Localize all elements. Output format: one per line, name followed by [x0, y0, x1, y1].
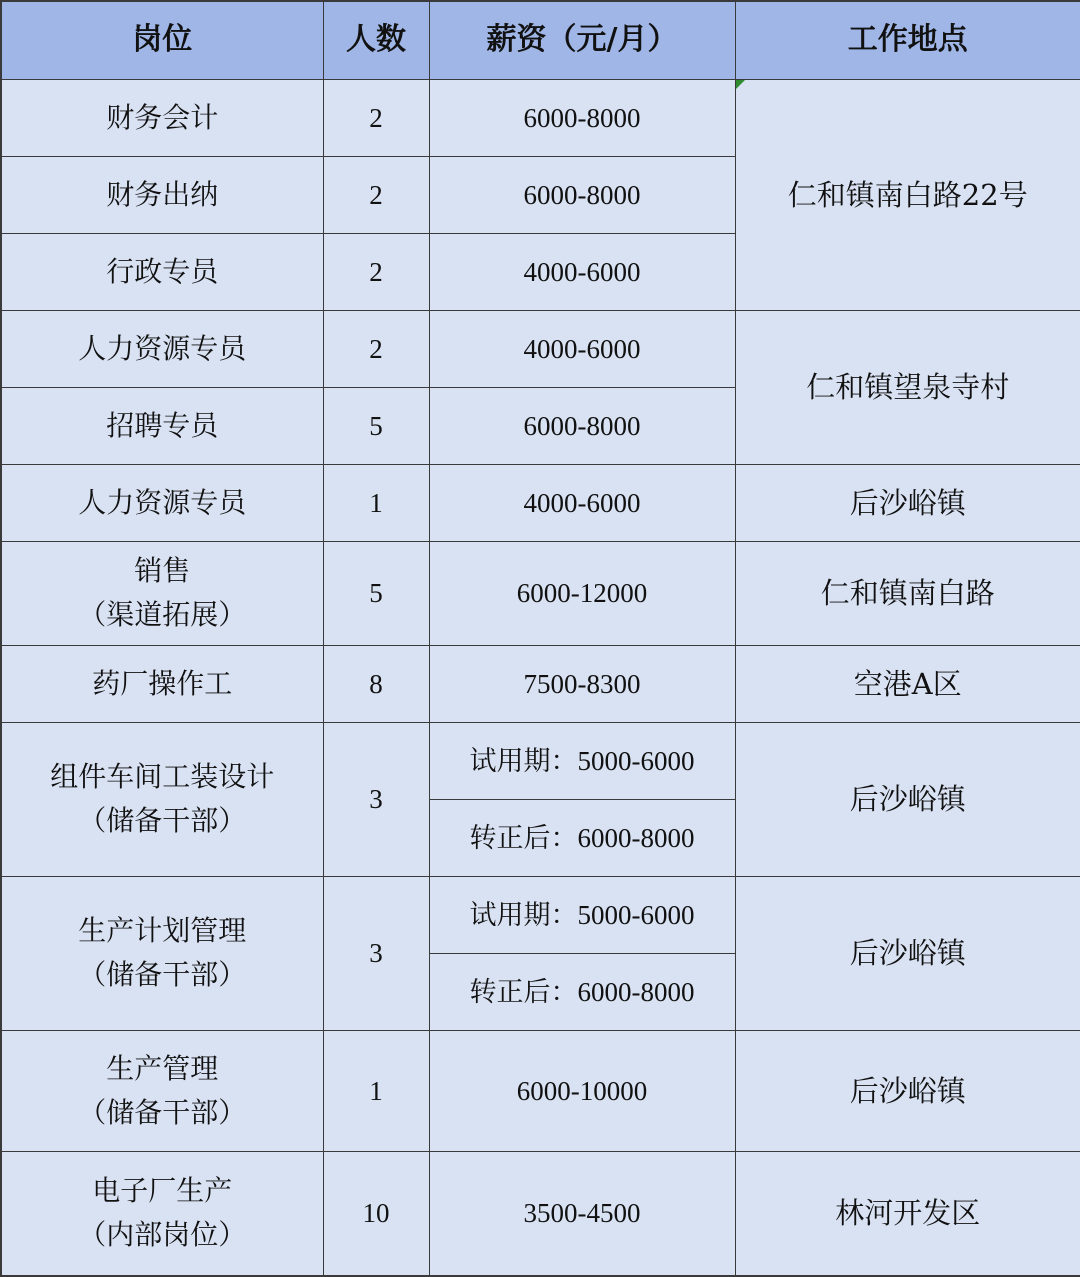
- position-cell: 药厂操作工: [1, 645, 323, 722]
- salary-regular-cell: 转正后：6000-8000: [429, 953, 735, 1030]
- salary-cell: 6000-8000: [429, 387, 735, 464]
- count-cell: 2: [323, 79, 429, 156]
- table-row: [1, 541, 1080, 645]
- position-note: （储备干部）: [78, 958, 247, 991]
- comment-marker-icon: [736, 80, 745, 89]
- position-cell: [1, 722, 323, 876]
- table-row: [1, 876, 1080, 953]
- location-text: 仁和镇南白路22号: [787, 177, 1028, 212]
- position-note: （内部岗位）: [78, 1218, 247, 1252]
- location-cell: 后沙峪镇: [735, 1030, 1080, 1151]
- position-title: 电子厂生产: [92, 1174, 233, 1208]
- salary-trial-cell: 试用期：5000-6000: [429, 876, 735, 953]
- location-cell: 林河开发区: [735, 1151, 1080, 1276]
- position-note: （储备干部）: [78, 1095, 247, 1129]
- position-note: （储备干部）: [78, 804, 247, 837]
- location-cell: 后沙峪镇: [735, 464, 1080, 541]
- header-position: 岗位: [1, 1, 323, 79]
- position-title: 生产计划管理: [78, 914, 247, 947]
- count-cell: 3: [323, 722, 429, 876]
- count-cell: 2: [323, 233, 429, 310]
- salary-cell: 3500-4500: [429, 1151, 735, 1276]
- position-title: 销售: [134, 554, 191, 587]
- count-cell: 1: [323, 1030, 429, 1151]
- salary-cell: 6000-8000: [429, 156, 735, 233]
- count-cell: 3: [323, 876, 429, 1030]
- table-row: [1, 310, 1080, 387]
- count-cell: 2: [323, 156, 429, 233]
- position-cell: 人力资源专员: [1, 464, 323, 541]
- salary-cell: 6000-8000: [429, 79, 735, 156]
- count-cell: 5: [323, 387, 429, 464]
- position-cell: 财务会计: [1, 79, 323, 156]
- location-cell: 后沙峪镇: [735, 722, 1080, 876]
- position-cell: [1, 1030, 323, 1151]
- location-cell: 仁和镇南白路: [735, 541, 1080, 645]
- header-salary: 薪资（元/月）: [429, 1, 735, 79]
- salary-cell: 4000-6000: [429, 310, 735, 387]
- header-location: 工作地点: [735, 1, 1080, 79]
- position-cell: [1, 541, 323, 645]
- location-cell: [735, 79, 1080, 310]
- table-row: [1, 722, 1080, 799]
- location-cell: 后沙峪镇: [735, 876, 1080, 1030]
- salary-regular-cell: 转正后：6000-8000: [429, 799, 735, 876]
- location-cell: 空港A区: [735, 645, 1080, 722]
- header-count: 人数: [323, 1, 429, 79]
- table-row: [1, 1030, 1080, 1151]
- salary-cell: 6000-10000: [429, 1030, 735, 1151]
- salary-cell: 7500-8300: [429, 645, 735, 722]
- salary-cell: 6000-12000: [429, 541, 735, 645]
- location-cell: 仁和镇望泉寺村: [735, 310, 1080, 464]
- salary-trial-cell: 试用期：5000-6000: [429, 722, 735, 799]
- table-row: [1, 645, 1080, 722]
- position-title: 生产管理: [106, 1051, 219, 1085]
- table-row: [1, 464, 1080, 541]
- position-note: （渠道拓展）: [78, 598, 247, 631]
- position-cell: 人力资源专员: [1, 310, 323, 387]
- position-cell: 行政专员: [1, 233, 323, 310]
- header-row: [1, 1, 1080, 79]
- position-cell: [1, 876, 323, 1030]
- table-row: [1, 79, 1080, 156]
- count-cell: 2: [323, 310, 429, 387]
- count-cell: 8: [323, 645, 429, 722]
- count-cell: 1: [323, 464, 429, 541]
- position-cell: [1, 1151, 323, 1276]
- count-cell: 5: [323, 541, 429, 645]
- salary-cell: 4000-6000: [429, 233, 735, 310]
- count-cell: 10: [323, 1151, 429, 1276]
- salary-cell: 4000-6000: [429, 464, 735, 541]
- table-row: [1, 1151, 1080, 1276]
- position-cell: 财务出纳: [1, 156, 323, 233]
- position-cell: 招聘专员: [1, 387, 323, 464]
- position-title: 组件车间工装设计: [50, 760, 275, 793]
